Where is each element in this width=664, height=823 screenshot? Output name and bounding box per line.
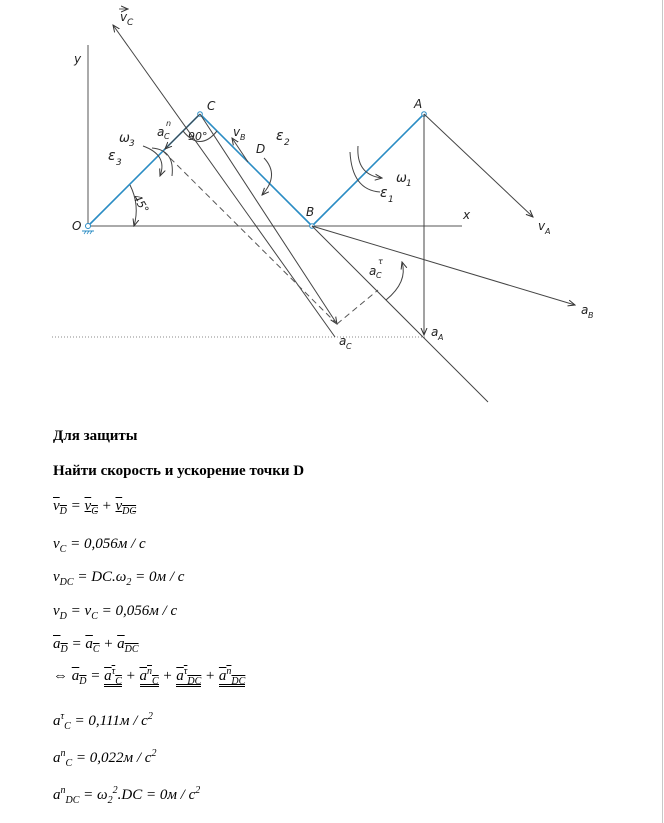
svg-text:B: B bbox=[240, 133, 246, 142]
label-C: C bbox=[207, 99, 216, 113]
label-x: x bbox=[463, 208, 471, 222]
aC-vector bbox=[200, 114, 337, 324]
label-angle-45: 45° bbox=[130, 192, 152, 216]
svg-text:C: C bbox=[376, 271, 382, 280]
angle-B-arc bbox=[386, 262, 403, 300]
svg-text:a: a bbox=[339, 334, 347, 348]
svg-text:C: C bbox=[164, 132, 170, 141]
vC-vector-line bbox=[113, 25, 335, 337]
label-epsilon3 bbox=[108, 148, 122, 168]
label-angle-90: 90° bbox=[188, 130, 208, 143]
label-A: A bbox=[414, 97, 423, 111]
omega1-arc bbox=[358, 146, 382, 178]
equation-aD-sum: $a_D = a_C + a_{DC}$ bbox=[53, 636, 139, 655]
label-B: B bbox=[306, 205, 315, 219]
svg-text:n: n bbox=[166, 119, 172, 128]
heading-task: Найти скорость и ускорение точки D bbox=[53, 463, 305, 479]
label-O: O bbox=[72, 219, 82, 233]
svg-text:ω: ω bbox=[396, 171, 407, 186]
label-y: y bbox=[74, 52, 82, 66]
label-D: D bbox=[256, 142, 266, 156]
svg-text:a: a bbox=[369, 264, 377, 278]
svg-text:A: A bbox=[438, 333, 444, 342]
svg-text:a: a bbox=[157, 125, 165, 139]
svg-text:ε: ε bbox=[380, 185, 388, 201]
link-BA bbox=[312, 114, 424, 226]
svg-text:ω: ω bbox=[119, 131, 130, 146]
svg-text:3: 3 bbox=[116, 158, 122, 168]
label-omega1 bbox=[396, 171, 412, 189]
label-aB bbox=[581, 303, 594, 320]
label-vA bbox=[538, 219, 550, 236]
svg-text:2: 2 bbox=[284, 138, 290, 148]
label-aCn bbox=[157, 119, 171, 141]
svg-text:ε: ε bbox=[108, 148, 116, 164]
svg-text:v: v bbox=[538, 219, 546, 233]
aCn-dashed-line bbox=[163, 151, 337, 324]
equation-aCtau-value: $a^\tau_C = 0,111м / с^2$ bbox=[53, 711, 153, 732]
equation-aD-components: ⇔ $a_D = a^\tau_C + a^n_C + a^\tau_{DC} + a^n_{DC}$ bbox=[53, 666, 246, 687]
equation-aDCn-value: $a^n_{DC} = \omega_2^2.DC = 0м / с^2$ bbox=[53, 785, 201, 806]
label-vC bbox=[119, 9, 134, 28]
fixed-support-O bbox=[82, 224, 94, 235]
equation-aCn-value: $a^n_C = 0,022м / с^2$ bbox=[53, 748, 157, 769]
svg-text:ε: ε bbox=[276, 128, 284, 144]
label-aC bbox=[339, 334, 352, 351]
label-epsilon1 bbox=[380, 185, 394, 205]
vA-vector bbox=[424, 114, 533, 217]
label-aA bbox=[431, 325, 443, 342]
svg-text:C: C bbox=[346, 342, 352, 351]
equation-vD-value: $v_D = v_C = 0,056м / с$ bbox=[53, 603, 178, 622]
svg-text:1: 1 bbox=[406, 179, 412, 189]
svg-text:v: v bbox=[120, 10, 128, 24]
svg-text:v: v bbox=[233, 125, 241, 139]
equation-vDC-value: $v_{DC} = DC.\omega_2 = 0м / с$ bbox=[53, 569, 185, 588]
svg-text:a: a bbox=[431, 325, 439, 339]
label-omega3 bbox=[119, 131, 135, 149]
equation-vC-value: $v_C = 0,056м / с$ bbox=[53, 536, 146, 555]
label-aCtau bbox=[369, 257, 383, 280]
svg-text:B: B bbox=[588, 311, 594, 320]
aCtau-dashed-line bbox=[337, 290, 378, 324]
svg-text:A: A bbox=[545, 227, 551, 236]
link-CB bbox=[200, 114, 315, 226]
svg-text:C: C bbox=[127, 18, 134, 28]
label-epsilon2 bbox=[276, 128, 290, 148]
svg-text:3: 3 bbox=[129, 139, 135, 149]
label-vB bbox=[233, 125, 246, 142]
heading-defense: Для защиты bbox=[53, 428, 138, 444]
svg-text:a: a bbox=[581, 303, 589, 317]
equation-vD-sum: $v_D = v_C + v_{DC}$ bbox=[53, 498, 137, 517]
svg-text:1: 1 bbox=[388, 195, 394, 205]
svg-text:τ: τ bbox=[378, 257, 383, 266]
